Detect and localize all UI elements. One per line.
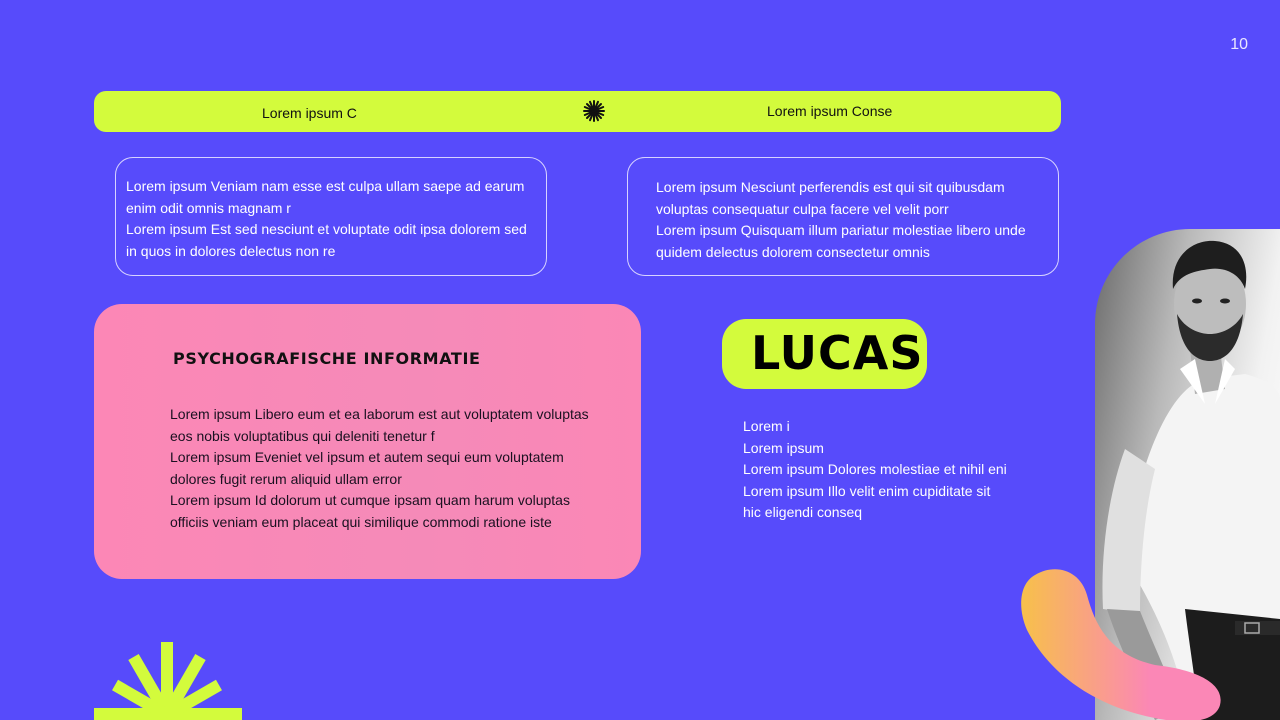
psychographic-body — [170, 404, 590, 533]
persona-detail-2: Lorem ipsum — [743, 439, 824, 456]
psychographic-line-1: Lorem ipsum Libero eum et ea laborum est aut voluptatem voluptas eos nobis voluptatibus qui deleniti tenetur f — [170, 406, 589, 444]
persona-details — [743, 416, 1008, 524]
psychographic-title: PSYCHOGRAFISCHE INFORMATIE — [173, 349, 481, 368]
info-box-right — [627, 157, 1059, 276]
persona-name: LUCAS — [751, 326, 924, 380]
top-header-bar — [94, 91, 1061, 132]
info-box-left-line-1: Lorem ipsum Veniam nam esse est culpa ullam saepe ad earum enim odit omnis magnam r — [126, 178, 525, 216]
info-box-right-line-2: Lorem ipsum Quisquam illum pariatur molestiae libero unde quidem delectus dolorem consectetur omnis — [656, 222, 1026, 260]
page-number: 10 — [1230, 36, 1248, 53]
persona-detail-4: Lorem ipsum Illo velit enim cupiditate sit hic eligendi conseq — [743, 482, 991, 520]
info-box-right-line-1: Lorem ipsum Nesciunt perferendis est qui sit quibusdam voluptas consequatur culpa facere vel velit porr — [656, 179, 1005, 217]
asterisk-star-icon — [583, 100, 605, 122]
psychographic-card — [94, 304, 641, 579]
sunburst-decoration-icon — [94, 640, 244, 720]
psychographic-line-2: Lorem ipsum Eveniet vel ipsum et autem sequi eum voluptatem dolores fugit rerum aliquid ullam error — [170, 449, 564, 487]
header-left-label: Lorem ipsum C — [262, 105, 357, 121]
gradient-blob-decoration — [1015, 565, 1225, 720]
psychographic-line-3: Lorem ipsum Id dolorum ut cumque ipsam quam harum voluptas officiis veniam eum placeat qui similique commodi ratione iste — [170, 492, 570, 530]
persona-detail-1: Lorem i — [743, 418, 790, 434]
info-box-left-line-2: Lorem ipsum Est sed nesciunt et voluptate odit ipsa dolorem sed in quos in dolores delectus non re — [126, 221, 527, 259]
header-right-label: Lorem ipsum Conse — [767, 103, 893, 119]
persona-detail-3: Lorem ipsum Dolores molestiae et nihil eni — [743, 461, 1007, 477]
info-box-left — [115, 157, 547, 276]
